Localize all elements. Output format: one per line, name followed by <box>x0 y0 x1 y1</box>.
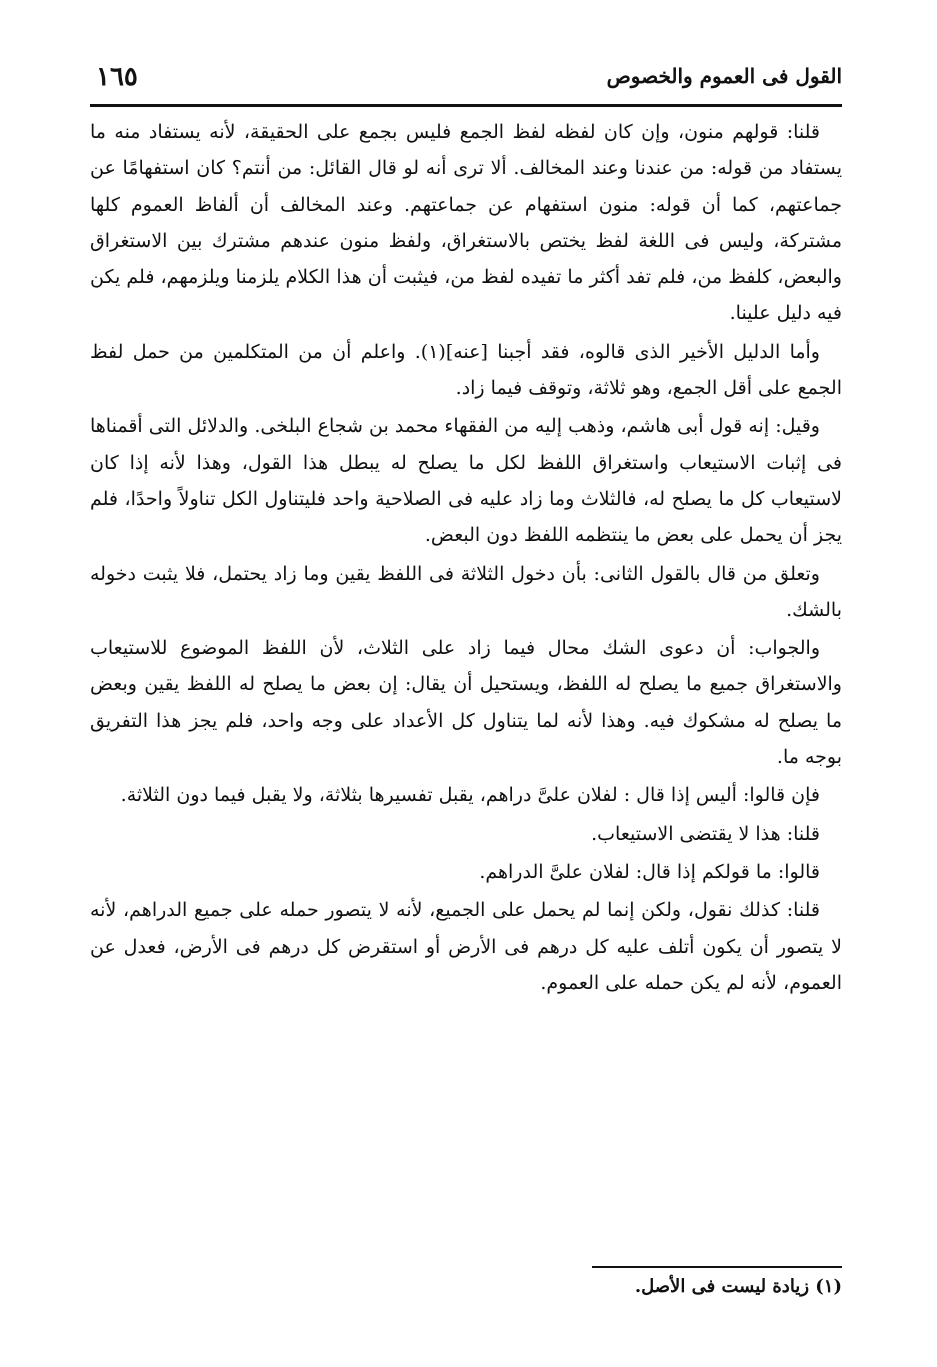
running-head: القول فى العموم والخصوص <box>606 64 842 88</box>
footnote: (١) زيادة ليست فى الأصل. <box>634 1276 842 1297</box>
paragraph: والجواب: أن دعوى الشك محال فيما زاد على الثلاث، لأن اللفظ الموضوع للاستيعاب والاستغراق جميع ما يصلح له اللفظ، ويستحيل أن يقال: إن بعض ما يصلح له اللفظ يقين وبعض ما يصلح له مشكوك فيه. وهذا لأنه لما يتناول كل الأعداد على وجه واحد، فلم يجز هذا التفريق بوجه ما. <box>90 637 842 769</box>
paragraph: قالوا: ما قولكم إذا قال: لفلان علىَّ الدراهم. <box>479 860 820 883</box>
page-header <box>90 60 842 107</box>
paragraph: قلنا: كذلك نقول، ولكن إنما لم يحمل على الجميع، لأنه لا يتصور حمله على جميع الدراهم، لأنه لا يتصور أن يكون أتلف عليه كل درهم فى الأرض أو استقرض كل درهم فى الأرض، فعدل عن العموم، لأنه لم يكن حمله على العموم. <box>90 899 842 994</box>
page-number: ١٦٥ <box>96 62 138 92</box>
paragraph: فإن قالوا: أليس إذا قال : لفلان علىَّ دراهم، يقبل تفسيرها بثلاثة، ولا يقبل فيما دون الثلاثة. <box>120 784 820 807</box>
paragraph: وقيل: إنه قول أبى هاشم، وذهب إليه من الفقهاء محمد بن شجاع البلخى. والدلائل التى أقمناها فى إثبات الاستيعاب واستغراق اللفظ لكل ما يصلح له يبطل هذا القول، وهذا لأنه إذا كان لاستيعاب كل ما يصلح له، فالثلاث وما زاد عليه فى الصلاحية واحد فليتناول الكل تناولاً واحدًا، فلم يجز أن يحمل على بعض ما ينتظمه اللفظ دون البعض. <box>90 415 842 547</box>
paragraph: وتعلق من قال بالقول الثانى: بأن دخول الثلاثة فى اللفظ يقين وما زاد يحتمل، فلا يثبت دخوله بالشك. <box>90 562 842 621</box>
paragraph: قلنا: هذا لا يقتضى الاستيعاب. <box>591 822 820 845</box>
paragraph: قلنا: قولهم منون، وإن كان لفظه لفظ الجمع فليس بجمع على الحقيقة، لأنه يستفاد منه ما يستفاد من قوله: من عندنا وعند المخالف. ألا ترى أنه لو قال القائل: من أنتم؟ كان استفهامًا عن جماعتهم، كما أن قوله: منون استفهام عن جماعتهم. وعند المخالف أن ألفاظ العموم كلها مشتركة، وليس فى اللغة لفظ يختص بالاستغراق، ولفظ منون عندهم مشترك بين الاستغراق والبعض، كلفظ من، فلم تفد أكثر ما تفيده لفظ من، فيثبت أن هذا الكلام يلزمنا ويلزمهم، فلم يكن فيه دليل علينا. <box>90 121 842 325</box>
body-text <box>90 114 842 1001</box>
paragraph: وأما الدليل الأخير الذى قالوه، فقد أجبنا [عنه](١). واعلم أن من المتكلمين من حمل لفظ الجمع على أقل الجمع، وهو ثلاثة، وتوقف فيما زاد. <box>90 340 842 400</box>
footnote-separator <box>592 1266 842 1268</box>
